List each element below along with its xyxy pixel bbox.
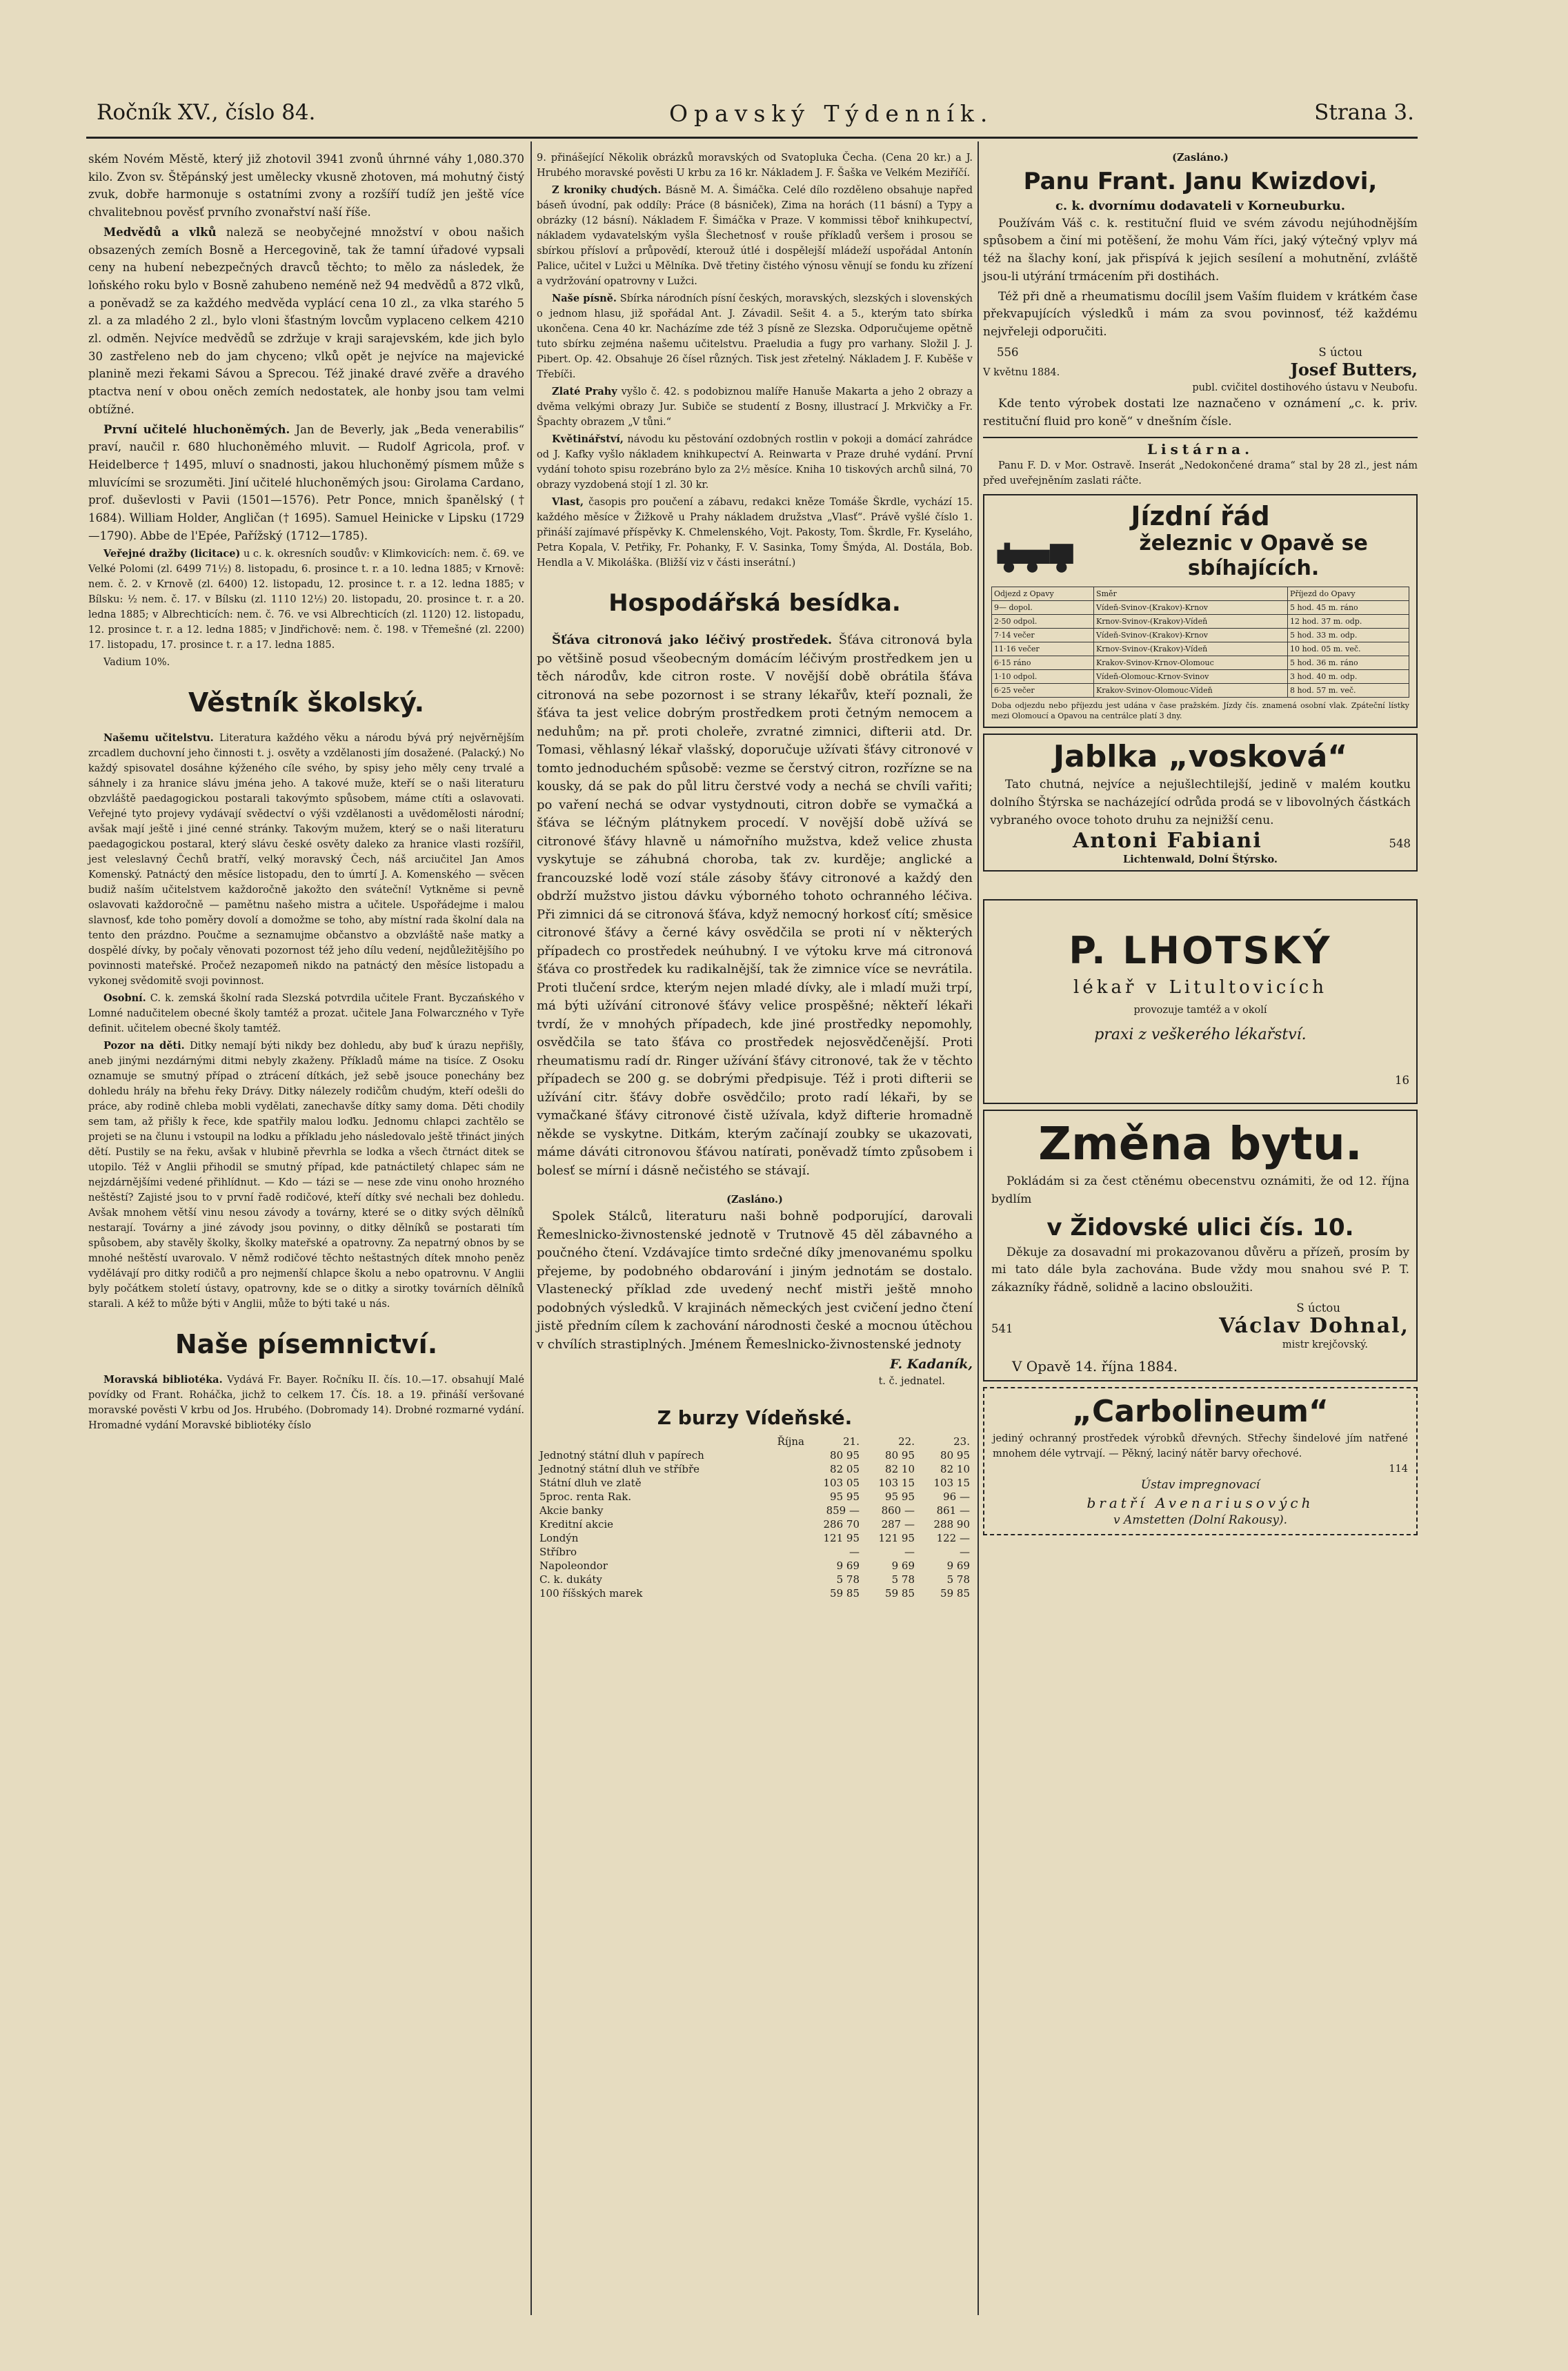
carbolineum-number: 114 [1389, 1463, 1408, 1475]
article-lead: Našemu učitelstvu. [103, 732, 214, 745]
exchange-row [537, 1476, 973, 1490]
exchange-value: 9 69 [891, 1559, 915, 1572]
exchange-row [537, 1586, 973, 1600]
timetable-row [992, 601, 1409, 615]
apples-sign-row [990, 828, 1411, 853]
article-songs [537, 291, 973, 382]
sent-label: (Zasláno.) [1172, 152, 1229, 164]
article-body: Vydává Fr. Bayer. Ročníku II. čís. 10.—17. obsahují Malé povídky od Frant. Roháčka, jichž to celkem 17. Čís. 18. a 19. přináší veršované moravské pověsti V krbu od Jos. Hrubého. (Dobromady 14). Drobné rozmarné vydání. Hromadné vydání Moravské bibliotéky číslo [88, 1375, 524, 1432]
carbolineum-place: v Amstetten (Dolní Rakousy). [1113, 1513, 1287, 1528]
fabiani-name: Antoni Fabiani [1073, 828, 1262, 853]
listarna-text: Panu F. D. v Mor. Ostravě. Inserát „Nedokončené drama“ stal by 28 zl., jest nám před uveřejněním zaslati ráčte. [983, 460, 1418, 487]
carbolineum-text: jediný ochranný prostředek výrobků dřevných. Střechy šindelové jím natřené mnohem déle vytrvají. — Pěkný, laciný nátěr barvy ořechové. [993, 1433, 1408, 1459]
exchange-value: 59 85 [830, 1586, 860, 1600]
apples-ad [983, 734, 1418, 872]
timetable-subtitle: železnic v Opavě se sbíhajících. [1139, 531, 1368, 581]
timetable-row [992, 642, 1409, 656]
article-body: Sbírka národních písní českých, moravských, slezských i slovenských o jednom hlasu, již spořádal Ant. J. Závadil. Sešit 4. a 5., kterým tato sbírka ukončena. Cena 40 kr. Nacházíme zde též 3 písně ze Slezska. Odporučujeme opětně tuto sbírku zejména našemu učitelstvu. Praeludia a fugy pro varhany. Složil J. J. Pibert. Op. 42. Obsahuje 26 čísel různých. Tisk jest zřetelný. Nákladem J. F. Kuběše v Třebíči. [537, 293, 973, 380]
kwizda-note: Kde tento výrobek dostati lze naznačeno v oznámení „c. k. priv. restituční fluid pro koně“ v dnešním čísle. [983, 397, 1418, 429]
tt-arrival: 12 hod. 37 m. odp. [1287, 615, 1409, 629]
exchange-value: 861 — [936, 1504, 970, 1517]
exchange-label: Napoleondor [539, 1559, 608, 1572]
timetable-row [992, 670, 1409, 684]
lhotsky-name: P. LHOTSKÝ [1069, 929, 1332, 973]
article-books: 9. přinášející Několik obrázků moravských od Svatopluka Čecha. (Cena 20 kr.) a J. Hrubého moravské pověsti U krbu za 16 kr. Nákladem J. F. Šaška ve Velkém Meziříčí. [537, 153, 973, 179]
article-lemon [537, 631, 973, 1180]
relocation-ad [983, 1110, 1418, 1381]
article-lead: Osobní. [103, 992, 146, 1005]
article-lead: Veřejné dražby (licitace) [103, 548, 241, 560]
relocation-role: mistr krejčovský. [1282, 1339, 1368, 1351]
exchange-value: 286 70 [823, 1517, 860, 1531]
article-body: Jan de Beverly, jak „Beda venerabilis“ praví, naučil r. 680 hluchoněmého mluvit. — Rudolf Agricola, prof. v Heidelberce † 1495, mluví o snadnosti, jakou hluchoněmý písmem může s mluvícími se srozuměti. Jiní učitelé hluchoněmých jsou: Girolama Cardano, prof. duševlosti v Pavii (1501—1576). Petr Ponce, mnich španělský († 1684). William Holder, Angličan († 1695). Samuel Heinicke v Lipsku (1729—1790). Abbe de l'Epée, Pařížský (1712—1785). [88, 422, 524, 542]
kwizda-regards: S úctou [1318, 345, 1362, 359]
section-title-exchange: Z burzy Vídeňské. [657, 1406, 853, 1429]
article-body: C. k. zemská školní rada Slezská potvrdila učitele Frant. Byczańského v Lomné nadučitelem obecné školy tamtéž a prozat. učitele Jana Folwarczného v Tyře definit. učitelem obecné školy tamtéž. [88, 993, 524, 1035]
tt-departure: 7·14 večer [992, 629, 1094, 642]
tt-direction: Vídeň-Olomouc-Krnov-Svinov [1094, 670, 1288, 684]
exchange-value: 59 85 [940, 1586, 970, 1600]
exchange-value: 5 78 [836, 1573, 860, 1586]
article-body: Básně M. A. Šimáčka. Celé dílo rozděleno obsahuje napřed báseň úvodní, pak oddíly: Práce (8 básniček), Zima na horách (11 básní) a Typy a obrázky (12 básní). Nákladem F. Šimáčka v Praze. V kommissi těboř knihkupectví, nákladem vydavatelským vyšla Šlechetnosť v rouše příkladů veršem i prosou se sbírkou přísloví a průpovědí, kterouž útlé i dospělejší mládeží uspořádal Antonín Palice, učitel v Lužci u Mělníka. Dvě třetiny čistého výnosu věnují se fondu ku zřízení a vydržování opatrovny v Lužci. [537, 185, 973, 287]
exchange-value: 103 15 [933, 1476, 970, 1489]
exchange-value: 80 95 [940, 1448, 970, 1462]
column-3 [983, 150, 1418, 1541]
section-title-literature: Naše písemnictví. [175, 1329, 438, 1360]
article-lead: Z kroniky chudých. [552, 184, 662, 196]
article-body: Ditky nemají býti nikdy bez dohledu, aby buď k úrazu nepřišly, aneb jinými nezdárnými ditmi nebyly zkaženy. Příkladů máme na tisíce. Z Osoku oznamuje se smutný případ o ztrácení dítkách, jež sebě jsouce ponechány bez dohledu hrály na břehu řeky Drávy. Ditky nálezely rodičům chudým, kteří odešli do práce, aby rodině chleba mobli vydělati, zanechavše dítky samy doma. Děti chodily sem tam, až přišly k řece, kde spatřily malou loďku. Jednomu chlapci zachtělo se projeti se na člunu i vstoupil na lodku a příkladu jeho následovalo ještě třináct jiných dětí. Pustily se na řeku, avšak v hlubině převrhla se lodka a všech čtrnáct ditek se utopilo. Též v Anglii přihodil se smutný případ, kde patnáctiletý chlapec sám ne nejzdárnějšími vedené přihlídnut. — Kdo — tázi se — nese zde vinu onoho hrozného neštěstí? Zajisté jsou to v první řadě rodičové, kteří dítky své nechali bez dohledu. Avšak mnohem větší vinu nesou závody a továrny, které se o ditky svých dělníků nestarají. Továrny a jiné závody jsou povinny, o ditky dělníků se postarati tím spůsobem, aby stavěly školky, školky mateřské a opatrovny. Za nepatrný obnos by se mnohé neštěstí uvarovalo. V němž rodičové těchto neštastných dítek mnoho peněz vydělávají pro ditky rodičů a pro nejmenší chlapce školu a nebo opatrovnu. V Anglii byly počátkem století ústavy, opatrovny, kde se o ditky a sirotky továrních dělníků starali. A kéž to může býti v Anglii, může to býti také u nás. [88, 1041, 524, 1310]
fabiani-number: 548 [1389, 836, 1411, 850]
sent-label: (Zasláno.) [726, 1194, 783, 1206]
timetable-title: Jízdní řád [1131, 501, 1270, 532]
kwizda-subtitle: c. k. dvornímu dodavateli v Korneuburku. [1055, 199, 1346, 213]
exchange-row [537, 1448, 973, 1462]
relocation-date: V Opavě 14. října 1884. [1012, 1358, 1178, 1375]
carbolineum-ad [983, 1387, 1418, 1535]
exchange-value: 5 78 [891, 1573, 915, 1586]
lhotsky-ad [983, 899, 1418, 1104]
newspaper-title: Opavský Týdenník. [669, 100, 994, 127]
section-title-school: Věstník školský. [188, 687, 425, 718]
article-flowers [537, 432, 973, 493]
tt-arrival: 5 hod. 45 m. ráno [1287, 601, 1409, 615]
timetable-row [992, 684, 1409, 698]
tt-arrival: 10 hod. 05 m. več. [1287, 642, 1409, 656]
exchange-value: — [849, 1545, 860, 1558]
exchange-value: — [960, 1545, 970, 1558]
tt-direction: Vídeň-Svinov-(Krakov)-Krnov [1094, 629, 1288, 642]
timetable-row [992, 629, 1409, 642]
article-body: časopis pro poučení a zábavu, redakci kněze Tomáše Škrdle, vychází 15. každého měsíce v Žižkově u Prahy nákladem družstva „Vlasť“. Právě vyšlé číslo 1. přináší zajímavé příspěvky K. Chmelenského, Vojt. Pakosty, Tom. Škrdle, Fr. Kyseláho, Petra Kopala, V. Petřiky, Fr. Pohanky, F. V. Sasinka, Tomy Šmýda, Al. Dostála, Bob. Hendla a V. Mikoláška. (Bližší viz v části inserátní.) [537, 497, 973, 569]
lhotsky-role: lékař v Litultovicích [1073, 977, 1327, 998]
kwizda-sign-row [983, 344, 1418, 362]
exchange-value: 82 10 [885, 1462, 915, 1475]
column-1 [88, 150, 524, 1435]
exchange-value: 103 15 [878, 1476, 915, 1489]
kwizda-date: V květnu 1884. [983, 367, 1060, 379]
article-bell: ském Novém Městě, který již zhotovil 3941 zvonů úhrnné váhy 1,080.370 kilo. Zvon sv. Štěpánský jest umělecky vkusně zhotoven, má mohutný čistý zvuk, dobře harmonuje s ostatními zvony a rozšíří tudíž jen ještě více chvalitebnou pověsť prvního zvonařství naší říše. [88, 153, 524, 219]
tt-arrival: 5 hod. 36 m. ráno [1287, 656, 1409, 670]
column-divider [977, 141, 979, 2315]
tt-departure: 6·15 ráno [992, 656, 1094, 670]
listarna-title: Listárna. [1147, 440, 1254, 458]
exchange-head-day: 22. [898, 1435, 915, 1448]
exchange-value: 287 — [881, 1517, 915, 1531]
exchange-row [537, 1573, 973, 1586]
tt-head-direction: Směr [1094, 587, 1288, 601]
article-lead: Pozor na děti. [103, 1040, 185, 1052]
exchange-header [537, 1435, 973, 1448]
article-body: vyšlo č. 42. s podobiznou malíře Hanuše Makarta a jeho 2 obrazy a dvěma velkými obrazy Jur. Subiče se studentí z Bosny, illustrací J. Mrkvičky a Fr. Špachty obrazem „V tůni.“ [537, 386, 973, 428]
tt-departure: 2·50 odpol. [992, 615, 1094, 629]
exchange-value: 122 — [936, 1531, 970, 1544]
exchange-value: 59 85 [885, 1586, 915, 1600]
article-children [88, 1039, 524, 1312]
exchange-value: 121 95 [878, 1531, 915, 1544]
exchange-value: 9 69 [836, 1559, 860, 1572]
exchange-value: 95 95 [830, 1490, 860, 1503]
carbolineum-firm: bratří Avenariusových [1086, 1494, 1314, 1511]
tt-arrival: 8 hod. 57 m. več. [1287, 684, 1409, 698]
kwizda-title: Panu Frant. Janu Kwizdovi, [1023, 168, 1378, 195]
kwizda-sign-row-2 [983, 361, 1418, 380]
exchange-row [537, 1545, 973, 1559]
timetable-note: Doba odjezdu nebo příjezdu jest udána v čase pražském. Jízdy čís. znamená osobní vlak. Zpáteční lístky mezi Olomoucí a Opavou na centrálce platí 3 dny. [991, 701, 1409, 721]
timetable-rows [992, 601, 1409, 698]
tt-direction: Krakov-Svinov-Olomouc-Vídeň [1094, 684, 1288, 698]
tt-head-departure: Odjezd z Opavy [992, 587, 1094, 601]
tt-direction: Vídeň-Svinov-(Krakov)-Krnov [1094, 601, 1288, 615]
relocation-address: v Židovské ulici čís. 10. [1046, 1213, 1354, 1241]
article-body: návodu ku pěstování ozdobných rostlin v pokoji a domácí zahrádce od J. Kafky vyšlo nákladem knihkupectví A. Reinwarta v Praze druhé vydání. První vydání tohoto spisu rozebráno bylo za 2½ měsíce. Kniha 10 tiskových archů silná, 70 obrazy vyzdobená stojí 1 zl. 30 kr. [537, 434, 973, 491]
tt-arrival: 3 hod. 40 m. odp. [1287, 670, 1409, 684]
timetable-row [992, 656, 1409, 670]
exchange-table [537, 1435, 973, 1600]
exchange-value: 9 69 [946, 1559, 970, 1572]
article-body: Šťáva citronová byla po většině posud všeobecným domácím léčivým prostředkem jen u těch národův, kde citron roste. V novější době obrátila šťáva citronová na sebe pozornost i se strany lékařův, kteří poznali, že šťáva ta jest velice dobrým prostředkem proti četným nemocem a neduhům; na př. proti choleře, zvratné zimnici, difterii atd. Dr. Tomasi, věhlasný lékař vlašský, doporučuje užívati šťávy citronové v tomto jednoduchém spůsobě: vezme se čerstvý citron, rozřízne se na kousky, dá se pak do půl litru čerstvé vody a nechá se chvíli vařiti; po vaření nechá se odvar vystydnouti, citron dobře se vymačká a šťáva se léčným plátnykem procedí. V novější době užívá se citronové šťávy hlavně u námořního mužstva, kdež velice zhusta vyskytuje se záhubná choroba, tak zv. kurděje; anglické a francouzské lodě vozí stále zásoby šťávy citronové a každý den obdrží mužstvo jistou dávku výborného tohoto ochranného léčiva. Při zimnici dá se citronová šťáva, když nemocný horkosť cítí; směsice citronové šťávy a černé kávy osvědčila se proti ní v některých případech co prostředek neúhubný. I ve výtoku krve má citronová šťáva co prostředek ku radikalnější, tak že zimnice více se nevrátila. Proti tlučení srdce, kterým nejen mladé dívky, ale i mladí muži trpí, má býti užívání citronové šťávy velice prospěšné; někteří lékaři tvrdí, že v mnohých případech, kde jiné prostředky nepomohly, osvědčila se tato šťáva co prostředek nejosvědčenější. Proti rheumatismu radí dr. Ringer užívání šťávy citronové, tak že v těchto případech se 200 g. se dobrými předpisuje. Též i proti difterii se užívání citr. šťávy dobře osvědčilo; proto radí lékaři, by se vymačkané šťávy citronové čistě užívala, když difterie hromadně někde se vyskytne. Ditkám, kterým začínají zoubky se ukazovati, máme dáváti citronovou šťávou natírati, poněvadž tímto způsobem i bolesť se mírní i dásně nečistého se stávají. [537, 633, 973, 1178]
tt-departure: 6·25 večer [992, 684, 1094, 698]
exchange-value: 5 78 [946, 1573, 970, 1586]
exchange-label: 100 říšských marek [539, 1586, 643, 1600]
exchange-value: 80 95 [885, 1448, 915, 1462]
exchange-row [537, 1490, 973, 1504]
timetable-subtitle-row [991, 531, 1409, 581]
article-chronicle [537, 183, 973, 289]
article-body: u c. k. okresních soudův: v Klimkovicích: nem. č. 69. ve Velké Polomi (zl. 6499 71½) 8. listopadu, 6. prosince t. r. a 10. ledna 1885; v Krnově: nem. č. 2. v Krnově (zl. 6400) 12. listopadu, 12. prosince t. r. a 12. ledna 1885; v Bílsku: ½ nem. č. 17. v Bílsku (zl. 1110 12½) 20. listopadu, 20. prosince t. r. a 20. ledna 1885; v Albrechticích: nem. č. 76. ve vsi Albrechticích (zl. 1120) 12. listopadu, 12. prosince t. r. a 12. ledna 1885; v Jindřichově: nem. č. 198. v Třemešné (zl. 2200) 17. listopadu, 17. prosince t. r. a 17. ledna 1885. [88, 549, 524, 651]
exchange-label: C. k. dukáty [539, 1573, 602, 1586]
article-lead: Medvědů a vlků [103, 225, 217, 239]
exchange-head-day: 23. [953, 1435, 970, 1448]
exchange-label: Státní dluh ve zlatě [539, 1476, 642, 1489]
exchange-label: Jednotný státní dluh v papírech [539, 1448, 704, 1462]
exchange-value: 121 95 [823, 1531, 860, 1544]
article-body: naleză se neobyčejné množství v obou našich obsazených zemích Bosně a Hercegovině, tak že tamní úřadové vypsali ceny na hubení nebezpečných dravců těchto; to mělo za následek, že loňského roku bylo v Bosně zahubeno neméně než 94 medvědů a 872 vlků, a poněvadž se za každého medvěda vyplácí cena 10 zl., za vlka starého 5 zl. a za mladého 2 zl., bylo vloni šťastným lovcům vyplaceno celkem 4210 zl. odměn. Nejvíce medvědů se zdržuje v kraji sarajevském, kde jich bylo 30 zastřeleno neb do jam chyceno; vlků opět je nejvíce na majevické planině mezi řekami Sávou a Sprecou. Též jinaké dravé zvěře a dravého ptactva není v obou oněch zemích nedostatek, ale honby jsou tam velmi obtížné. [88, 225, 524, 416]
tt-direction: Krnov-Svinov-(Krakov)-Vídeň [1094, 642, 1288, 656]
relocation-text-2: Děkuje za dosavadní mi prokazovanou důvěru a přízeň, prosím by mi tato dále byla zachována. Bude vždy mou snahou své P. T. zákazníky řádně, solidně a lacino obsloužiti. [991, 1245, 1409, 1295]
article-auctions [88, 547, 524, 653]
article-personal [88, 991, 524, 1036]
kwizda-number: 556 [997, 345, 1019, 359]
exchange-value: — [904, 1545, 915, 1558]
exchange-head-month: Října [777, 1435, 804, 1448]
carbolineum-institute: Ústav impregnovací [1140, 1477, 1260, 1492]
article-lead: Naše písně. [552, 293, 617, 304]
article-body: Literatura každého věku a národu bývá prý nejvěrnějším zrcadlem duchovní jeho činnosti t. j. osvěty a vzdělanosti jím dosažené. (Palacký.) No každý spisovatel dosáhne kýženého cíle svého, by spisy jeho měly ceny trvalé a sáhnely i za hranice slávu jména jeho. A takové muže, kteří se o naši literaturu obzvláště paedagogickou postarali takovýmto spůsobem, máme ctíti a oslavovati. Veřejné tyto projevy vydávají svědectví o výši vzdělanosti a uvědomělosti národní; avšak mají ještě i jiné cenné stránky. Takovým mužem, který se o naši literaturu paedagogickou postaral, který slávu české osvěty daleko za hranice vlasti rozšířil, jest veleslavný Čechů bratří, velký moravský Čech, náš arciučitel Jan Amos Komenský. Patnáctý den měsíce listopadu, den to úmrtí J. A. Komenského — svěcen budiž naším učitelstvem každoročně jakožto den sváteční! Vytkněme si pevně oslavovati každoročně — pamětnu našeho mistra a učitele. Uspořádejme i malou slavnosť, kde toho poměry dovolí a domožme se toho, aby místní rada školní dala na tento den prázdno. Poučme a seznamujme občanstvo a obzvláště naše matky a dospělé dívky, by počaly věnovati pozornost též jeho dílu vedení, nejdůležitějšího po povinnosti mateřské. Pročež nezapomeň nikdo na patnáctý den měsíce listopadu a vykonej svědomitě svoji povinnost. [88, 733, 524, 987]
kwizda-role: publ. cvičitel dostihového ústavu v Neubofu. [1192, 382, 1418, 394]
article-lead: Květinářství, [552, 433, 624, 445]
exchange-label: Akcie banky [539, 1504, 604, 1517]
timetable [991, 587, 1409, 698]
exchange-label: Londýn [539, 1531, 579, 1544]
apples-text: Tato chutná, nejvíce a nejušlechtilejší, jedině v malém koutku dolního Štýrska se nacházející odrůda prodá se v libovolných částkách vybraného ovoce tohoto druhu za nejnižší cenu. [990, 778, 1411, 827]
tt-departure: 11·16 večer [992, 642, 1094, 656]
kwizda-text-2: Též při dně a rheumatismu docílil jsem Vaším fluidem v krátkém čase překvapujících výsledků i mám za svou povinnosť, též každému nejvřeleji odporučiti. [983, 289, 1418, 339]
exchange-row [537, 1504, 973, 1517]
tt-arrival: 5 hod. 33 m. odp. [1287, 629, 1409, 642]
signature-role: t. č. jednatel. [878, 1375, 945, 1387]
column-2 [537, 150, 973, 1600]
exchange-value: 288 90 [933, 1517, 970, 1531]
exchange-rows [537, 1448, 973, 1600]
exchange-label: 5proc. renta Rak. [539, 1490, 632, 1503]
exchange-value: 80 95 [830, 1448, 860, 1462]
carbolineum-title: „Carbolineum“ [1072, 1393, 1329, 1429]
kwizda-text: Používám Váš c. k. restituční fluid ve svém závodu nejúhodnějším spůsobem a činí mi potěšení, že mohu Vám říci, jaký výtečný vplyv má též na šlachy koní, jak přispívá k jejich sesílení a mohutnění, zvláště jsou-li utýrání trmácením při dostihách. [983, 216, 1418, 284]
article-lead: Moravská bibliotéka. [103, 1374, 223, 1386]
locomotive-icon [991, 536, 1091, 576]
article-bears [88, 224, 524, 419]
fabiani-place: Lichtenwald, Dolní Štýrsko. [1123, 854, 1278, 866]
apples-title: Jablka „vosková“ [1053, 739, 1348, 775]
exchange-row [537, 1462, 973, 1476]
exchange-value: 95 95 [885, 1490, 915, 1503]
column-divider [530, 141, 532, 2315]
relocation-text: Pokládám si za čest ctěnému obecenstvu oznámiti, že od 12. října bydlím [991, 1174, 1409, 1207]
exchange-value: 82 10 [940, 1462, 970, 1475]
article-teachers [88, 421, 524, 545]
article-society: Spolek Stálců, literaturu naši bohně podporující, darovali Řemeslnicko-živnostenské jednotě v Trutnově 45 děl zábavného a poučného čtení. Vzdávajíce timto srdečné díky jmenovanému spolku přejeme, by podobného obdarování i jiným jednotám se dostalo. Vlastenecký příklad zde uvedený nechť mistři ještě mnoho podobných výsledků. V krajinách německých jest cvičení jedno čtení jistě předním cílem k zachování národnosti české a mocnou útěchou v chvílích strastiplných. Jménem Řemeslnicko-živnostenské jednoty [537, 1209, 973, 1352]
exchange-label: Jednotný státní dluh ve stříbře [539, 1462, 699, 1475]
timetable-ad [983, 494, 1418, 728]
relocation-sign-row [991, 1313, 1409, 1338]
exchange-row [537, 1517, 973, 1531]
exchange-label: Stříbro [539, 1545, 577, 1558]
tt-departure: 1·10 odpol. [992, 670, 1094, 684]
article-zlata-praha [537, 384, 973, 430]
article-lead: Vlast, [552, 496, 584, 508]
page-number: Strana 3. [1314, 100, 1414, 125]
relocation-regards: S úctou [1296, 1301, 1340, 1315]
exchange-head-day: 21. [843, 1435, 860, 1448]
vadium: Vadium 10%. [103, 657, 170, 669]
relocation-title: Změna bytu. [1038, 1117, 1362, 1171]
article-moravian-library [88, 1373, 524, 1433]
relocation-name: Václav Dohnal, [1219, 1313, 1409, 1338]
tt-direction: Krakov-Svinov-Krnov-Olomouc [1094, 656, 1288, 670]
tt-departure: 9— dopol. [992, 601, 1094, 615]
exchange-value: 860 — [881, 1504, 915, 1517]
lhotsky-number: 16 [1395, 1073, 1409, 1087]
exchange-value: 103 05 [823, 1476, 860, 1489]
tt-head-arrival: Příjezd do Opavy [1287, 587, 1409, 601]
lhotsky-praxis: praxi z veškerého lékařství. [1094, 1025, 1307, 1043]
signature-name: F. Kadaník, [889, 1357, 973, 1372]
exchange-row [537, 1531, 973, 1545]
section-title-economy: Hospodářská besídka. [608, 589, 901, 617]
article-lead: Zlaté Prahy [552, 386, 617, 397]
exchange-row [537, 1559, 973, 1573]
issue-number: Ročník XV., číslo 84. [97, 100, 316, 125]
article-vlast [537, 495, 973, 571]
exchange-label: Kreditní akcie [539, 1517, 614, 1531]
exchange-value: 96 — [943, 1490, 970, 1503]
tt-direction: Krnov-Svinov-(Krakov)-Vídeň [1094, 615, 1288, 629]
article-lead: Šťáva citronová jako léčivý prostředek. [552, 633, 833, 647]
exchange-value: 859 — [826, 1504, 860, 1517]
header-rule [86, 137, 1418, 139]
exchange-value: 82 05 [830, 1462, 860, 1475]
article-lead: První učitelé hluchoněmých. [103, 422, 290, 436]
page-header [90, 97, 1414, 131]
timetable-row [992, 615, 1409, 629]
relocation-number: 541 [991, 1321, 1013, 1335]
kwizda-name: Josef Butters, [1290, 360, 1418, 380]
lhotsky-line: provozuje tamtéž a v okolí [1133, 1004, 1267, 1016]
article-teachers-call [88, 731, 524, 989]
